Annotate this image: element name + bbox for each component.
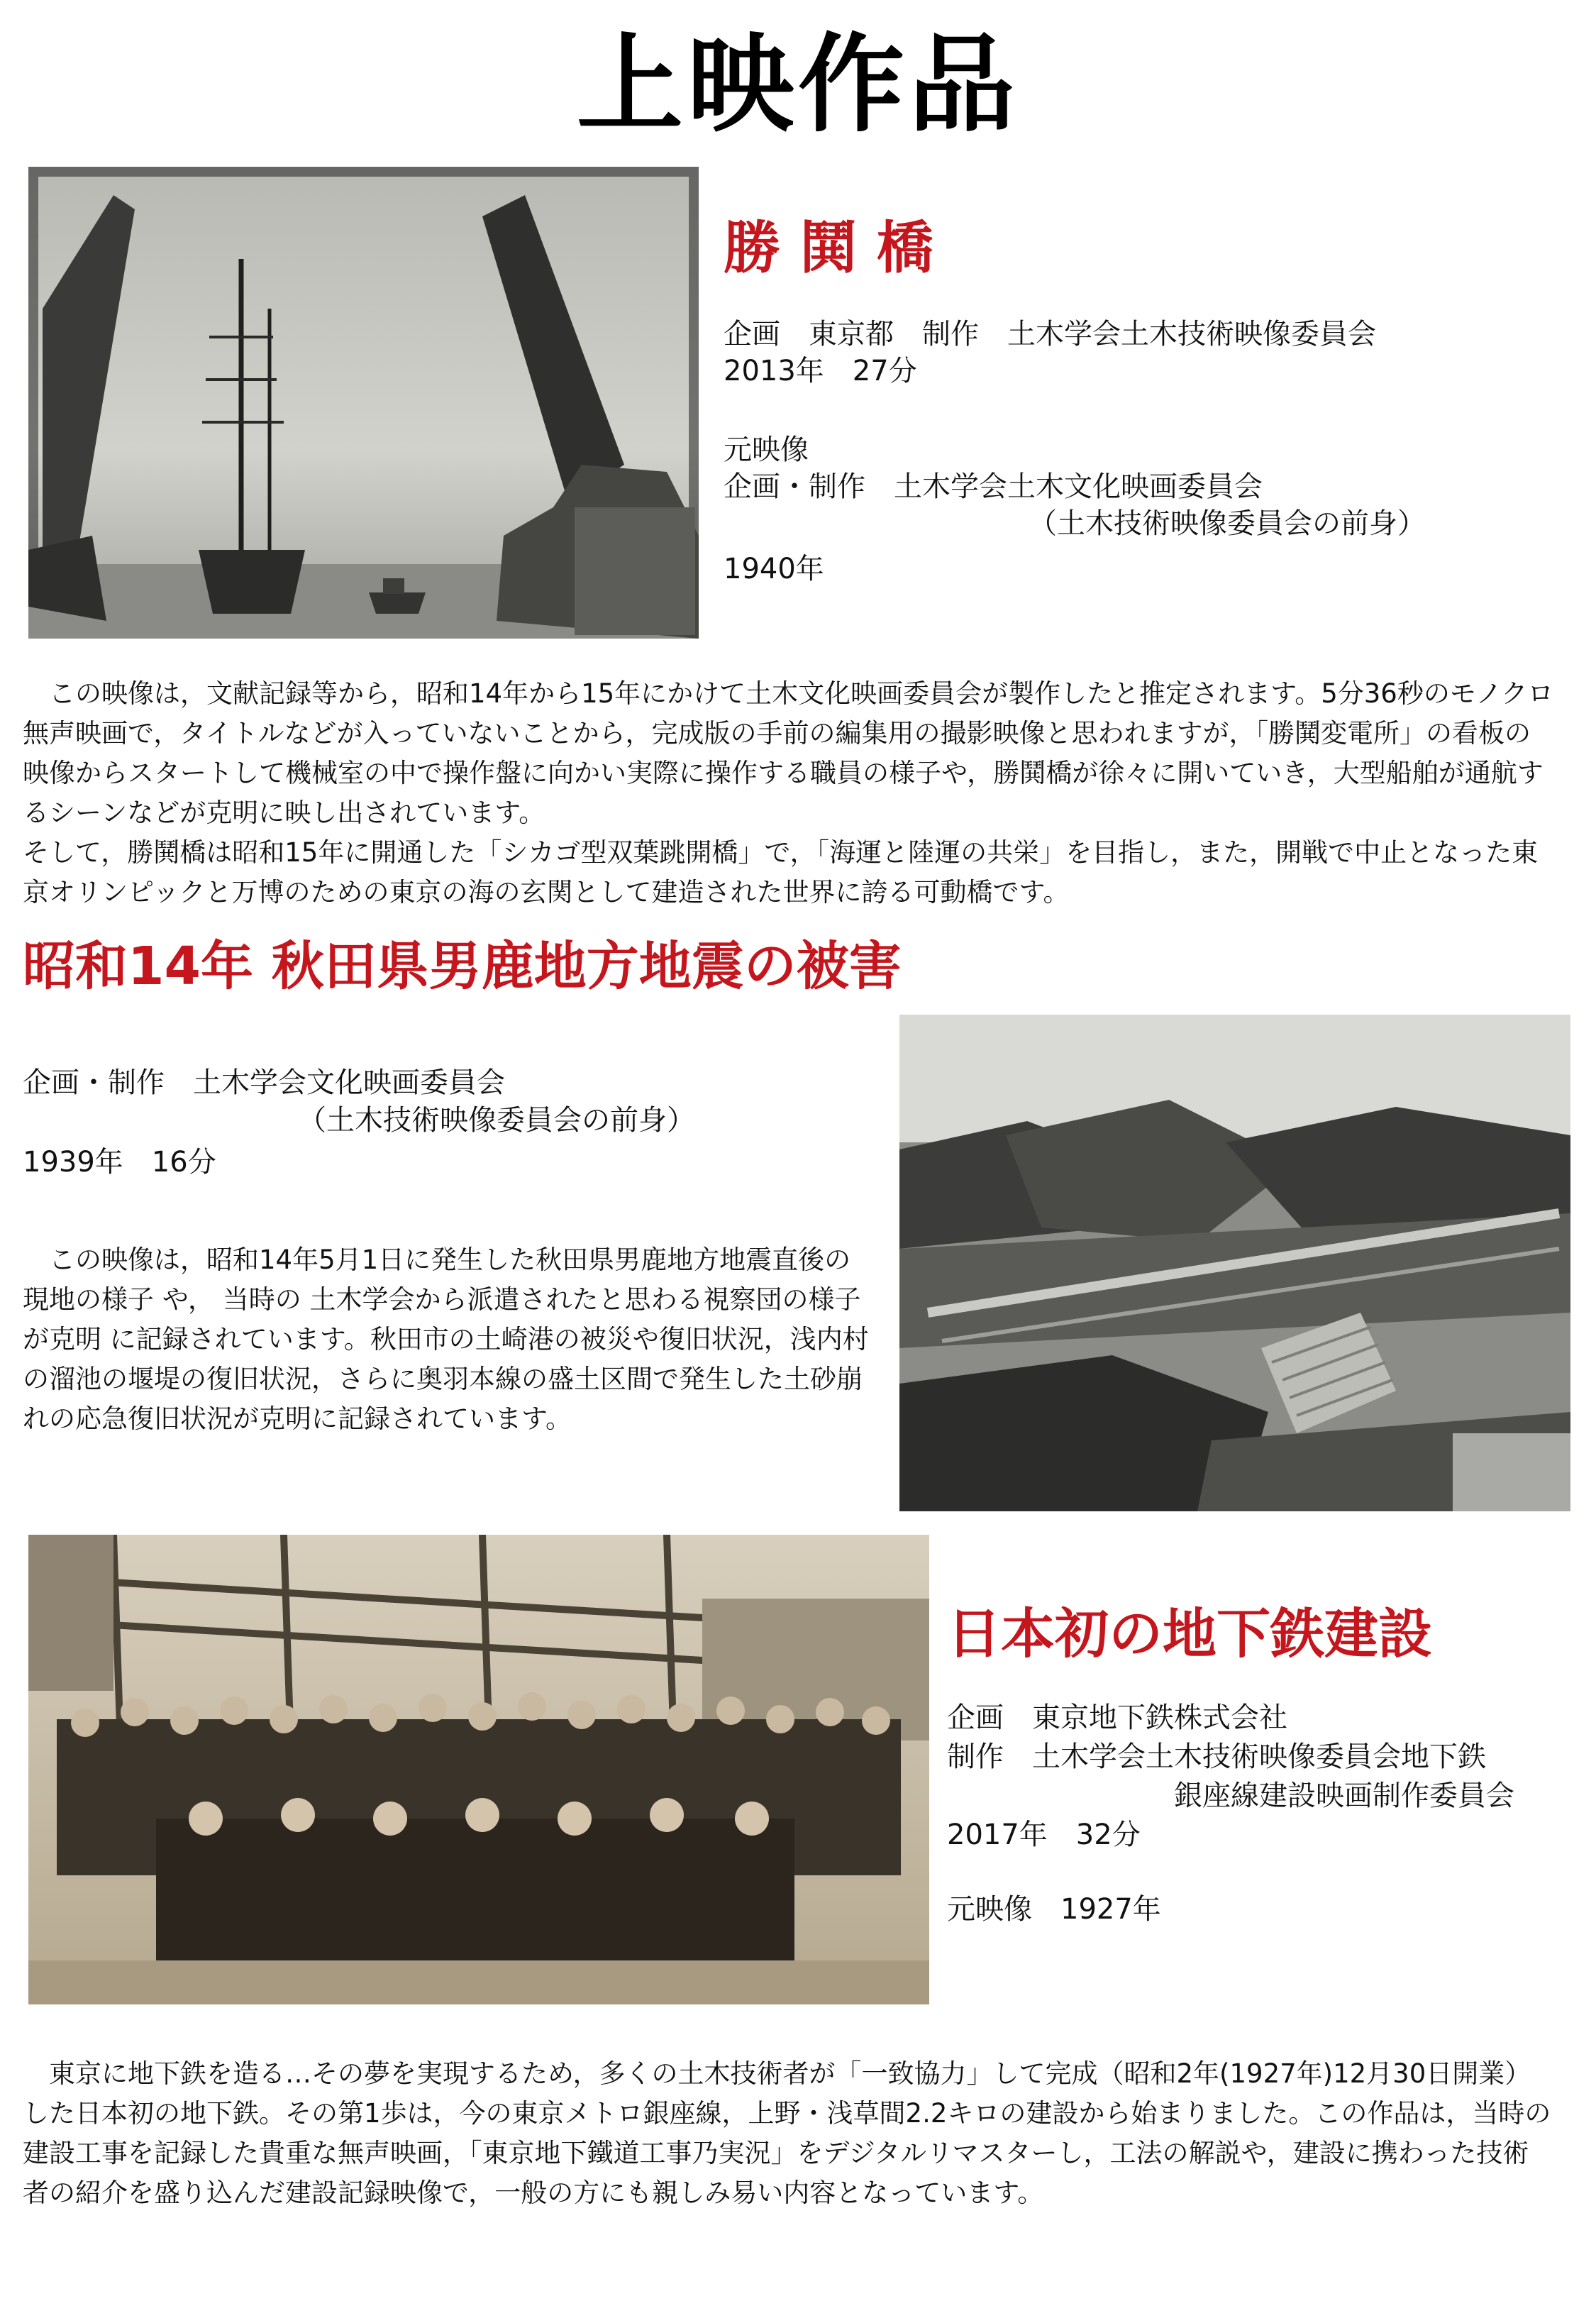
page-title: 上映作品 <box>576 23 1019 147</box>
film-description <box>23 1240 874 1439</box>
credit-line: 制作 土木学会土木技術映像委員会地下鉄 <box>947 1740 1486 1773</box>
credit-line: （土木技術映像委員会の前身） <box>298 1104 695 1137</box>
film-title-oga-earthquake: 昭和14年 秋田県男鹿地方地震の被害 <box>23 936 902 997</box>
film-description <box>23 2054 1555 2213</box>
credit-line: 1939年 16分 <box>23 1146 216 1179</box>
earthquake-photo <box>899 1015 1570 1511</box>
credit-line: 元映像 <box>724 434 809 466</box>
credit-line: 2017年 32分 <box>947 1819 1141 1851</box>
credit-line: 企画 東京都 制作 土木学会土木技術映像委員会 <box>724 318 1376 351</box>
credit-line: （土木技術映像委員会の前身） <box>1029 507 1426 540</box>
credit-line: 企画 東京地下鉄株式会社 <box>947 1701 1287 1734</box>
credit-line: 2013年 27分 <box>724 355 917 387</box>
film-title-subway: 日本初の地下鉄建設 <box>947 1602 1432 1665</box>
credit-line: 銀座線建設映画制作委員会 <box>1174 1780 1514 1812</box>
film-title-kachidoki: 勝 鬨 橋 <box>724 215 933 281</box>
description-paragraph: そして，勝鬨橋は昭和15年に開通した「シカゴ型双葉跳開橋」で，「海運と陸運の共栄」を目指し，また，開戦で中止となった東京オリンピックと万博のための東京の海の玄関として建造された世界に誇る可動橋です。 <box>23 837 1539 907</box>
credit-line: 企画・制作 土木学会土木文化映画委員会 <box>724 470 1263 503</box>
film-description <box>23 674 1555 912</box>
description-paragraph: 東京に地下鉄を造る…その夢を実現するため，多くの土木技術者が「一致協力」して完成（昭和2年(1927年)12月30日開業）した日本初の地下鉄。その第1歩は，今の東京メトロ銀座線，上野・浅草間2.2キロの建設から始まりました。この作品は，当時の建設工事を記録した貴重な無声映画，「東京地下鐵道工事乃実況」をデジタルリマスターし，工法の解説や，建設に携わった技術者の紹介を盛り込んだ建設記録映像で，一般の方にも親しみ易い内容となっています。 <box>23 2058 1551 2208</box>
credit-line: 元映像 1927年 <box>947 1893 1161 1926</box>
credit-line: 1940年 <box>724 553 824 585</box>
credit-line: 企画・制作 土木学会文化映画委員会 <box>23 1066 505 1099</box>
description-paragraph: この映像は，昭和14年5月1日に発生した秋田県男鹿地方地震直後の現地の様子 や， 当時の 土木学会から派遣されたと思わる視察団の様子 が克明 に記録されています。秋田市の土崎港の被災や復旧状況，浅内村の溜池の堰堤の復旧状況，さらに奥羽本線の盛土区間で発生した土砂崩れの応急復旧状況が克明に記録されています。 <box>23 1245 869 1434</box>
description-paragraph: この映像は，文献記録等から，昭和14年から15年にかけて土木文化映画委員会が製作したと推定されます。5分36秒のモノクロ無声映画で，タイトルなどが入っていないことから，完成版の手前の編集用の撮影映像と思われますが，「勝鬨変電所」の看板の映像からスタートして機械室の中で操作盤に向かい実際に操作する職員の様子や，勝鬨橋が徐々に開いていき，大型船舶が通航するシーンなどが克明に映し出されています。 <box>23 678 1554 828</box>
bridge-photo <box>28 167 699 639</box>
group-photo <box>28 1535 929 2004</box>
